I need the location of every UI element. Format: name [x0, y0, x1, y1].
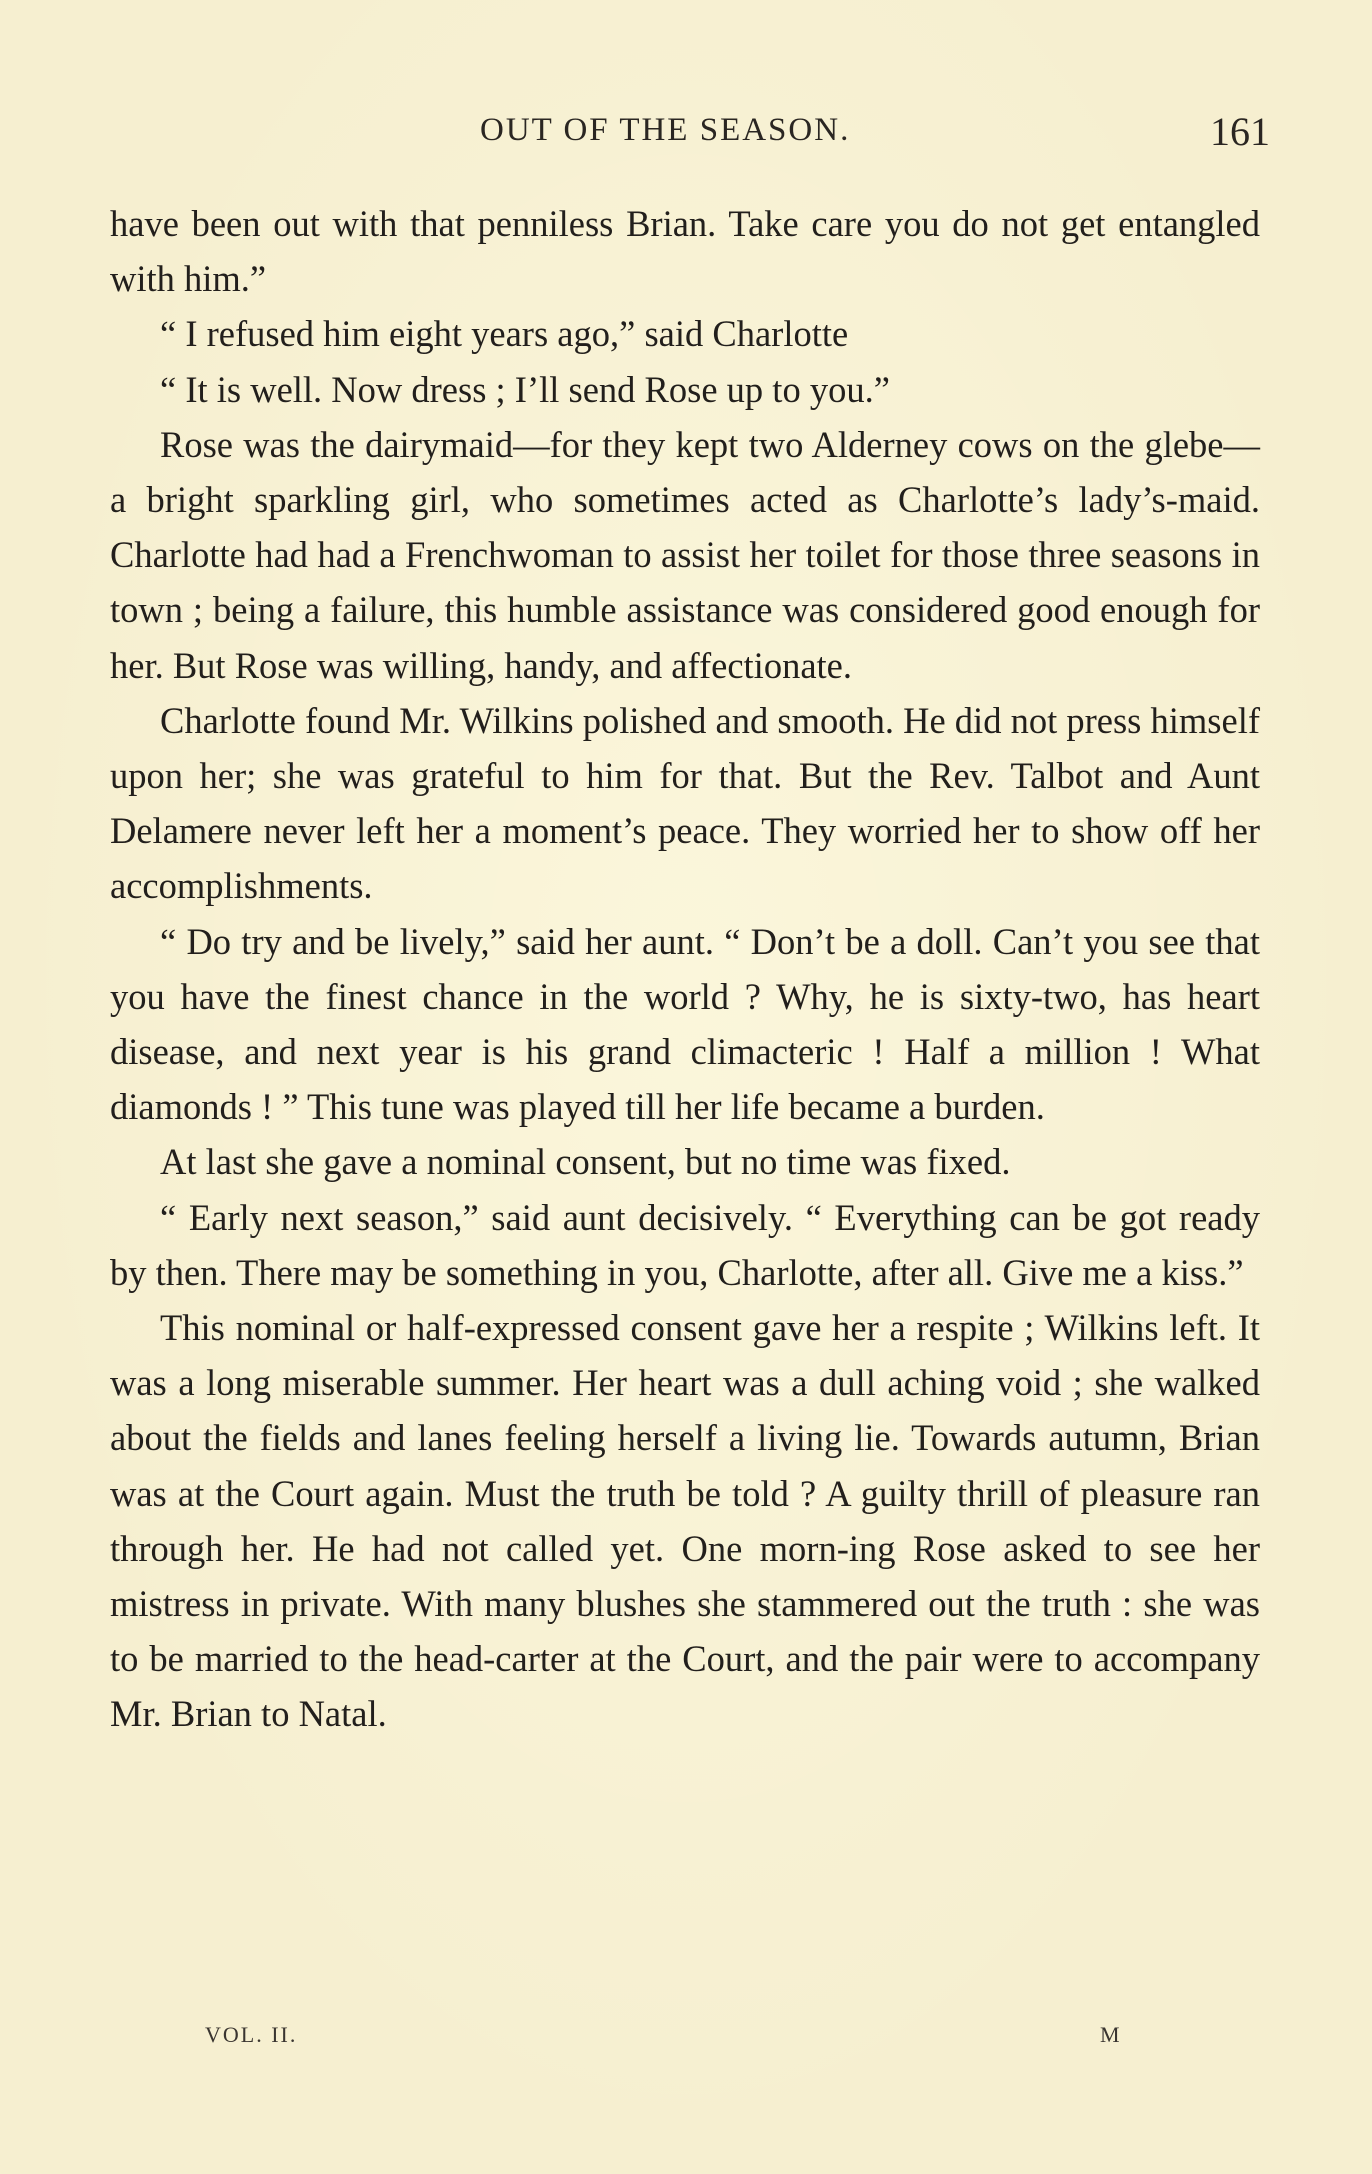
paragraph: This nominal or half-expressed consent gave her a respite ; Wilkins left. It was a long miserable summer. Her heart was a dull aching void ; she walked about the fields and lanes feeling herself a living lie. Towards autumn, Brian was at the Court again. Must the truth be told ? A guilty thrill of pleasure ran through her. He had not called yet. One morn-ing Rose asked to see her mistress in private. With many blushes she stammered out the truth : she was to be married to the head-carter at the Court, and the pair were to accompany Mr. Brian to Natal. — [110, 1307, 1260, 1735]
page-footer — [110, 2022, 1270, 2062]
paragraph: At last she gave a nominal consent, but no time was fixed. — [160, 1141, 1011, 1183]
paragraph: “ I refused him eight years ago,” said Charlotte — [160, 313, 849, 355]
page-number: 161 — [1210, 109, 1270, 154]
running-title: OUT OF THE SEASON. — [480, 112, 851, 148]
body-text — [110, 196, 1260, 1742]
paragraph: “ Do try and be lively,” said her aunt. “ Don’t be a doll. Can’t you see that you have the finest chance in the world ? Why, he is sixty-two, has heart disease, and next year is his grand climacteric ! Half a million ! What diamonds ! ” This tune was played till her life became a burden. — [110, 920, 1260, 1128]
paragraph-continuation: have been out with that penniless Brian. Take care you do not get entangled with him.” — [110, 203, 1260, 300]
signature-mark: M — [1100, 2022, 1122, 2047]
running-head — [110, 108, 1270, 158]
paragraph: “ It is well. Now dress ; I’ll send Rose up to you.” — [160, 368, 890, 410]
paragraph: Charlotte found Mr. Wilkins polished and smooth. He did not press himself upon her; she was grateful to him for that. But the Rev. Talbot and Aunt Delamere never left her a moment’s peace. They worried her to show off her accomplishments. — [110, 699, 1260, 907]
paragraph: Rose was the dairymaid—for they kept two Alderney cows on the glebe—a bright sparkling girl, who sometimes acted as Charlotte’s lady’s-maid. Charlotte had had a Frenchwoman to assist her toilet for those three seasons in town ; being a failure, this humble assistance was considered good enough for her. But Rose was willing, handy, and affectionate. — [110, 423, 1260, 686]
volume-marker: VOL. II. — [205, 2022, 298, 2047]
paragraph: “ Early next season,” said aunt decisively. “ Everything can be got ready by then. There may be something in you, Charlotte, after all. Give me a kiss.” — [110, 1196, 1260, 1293]
